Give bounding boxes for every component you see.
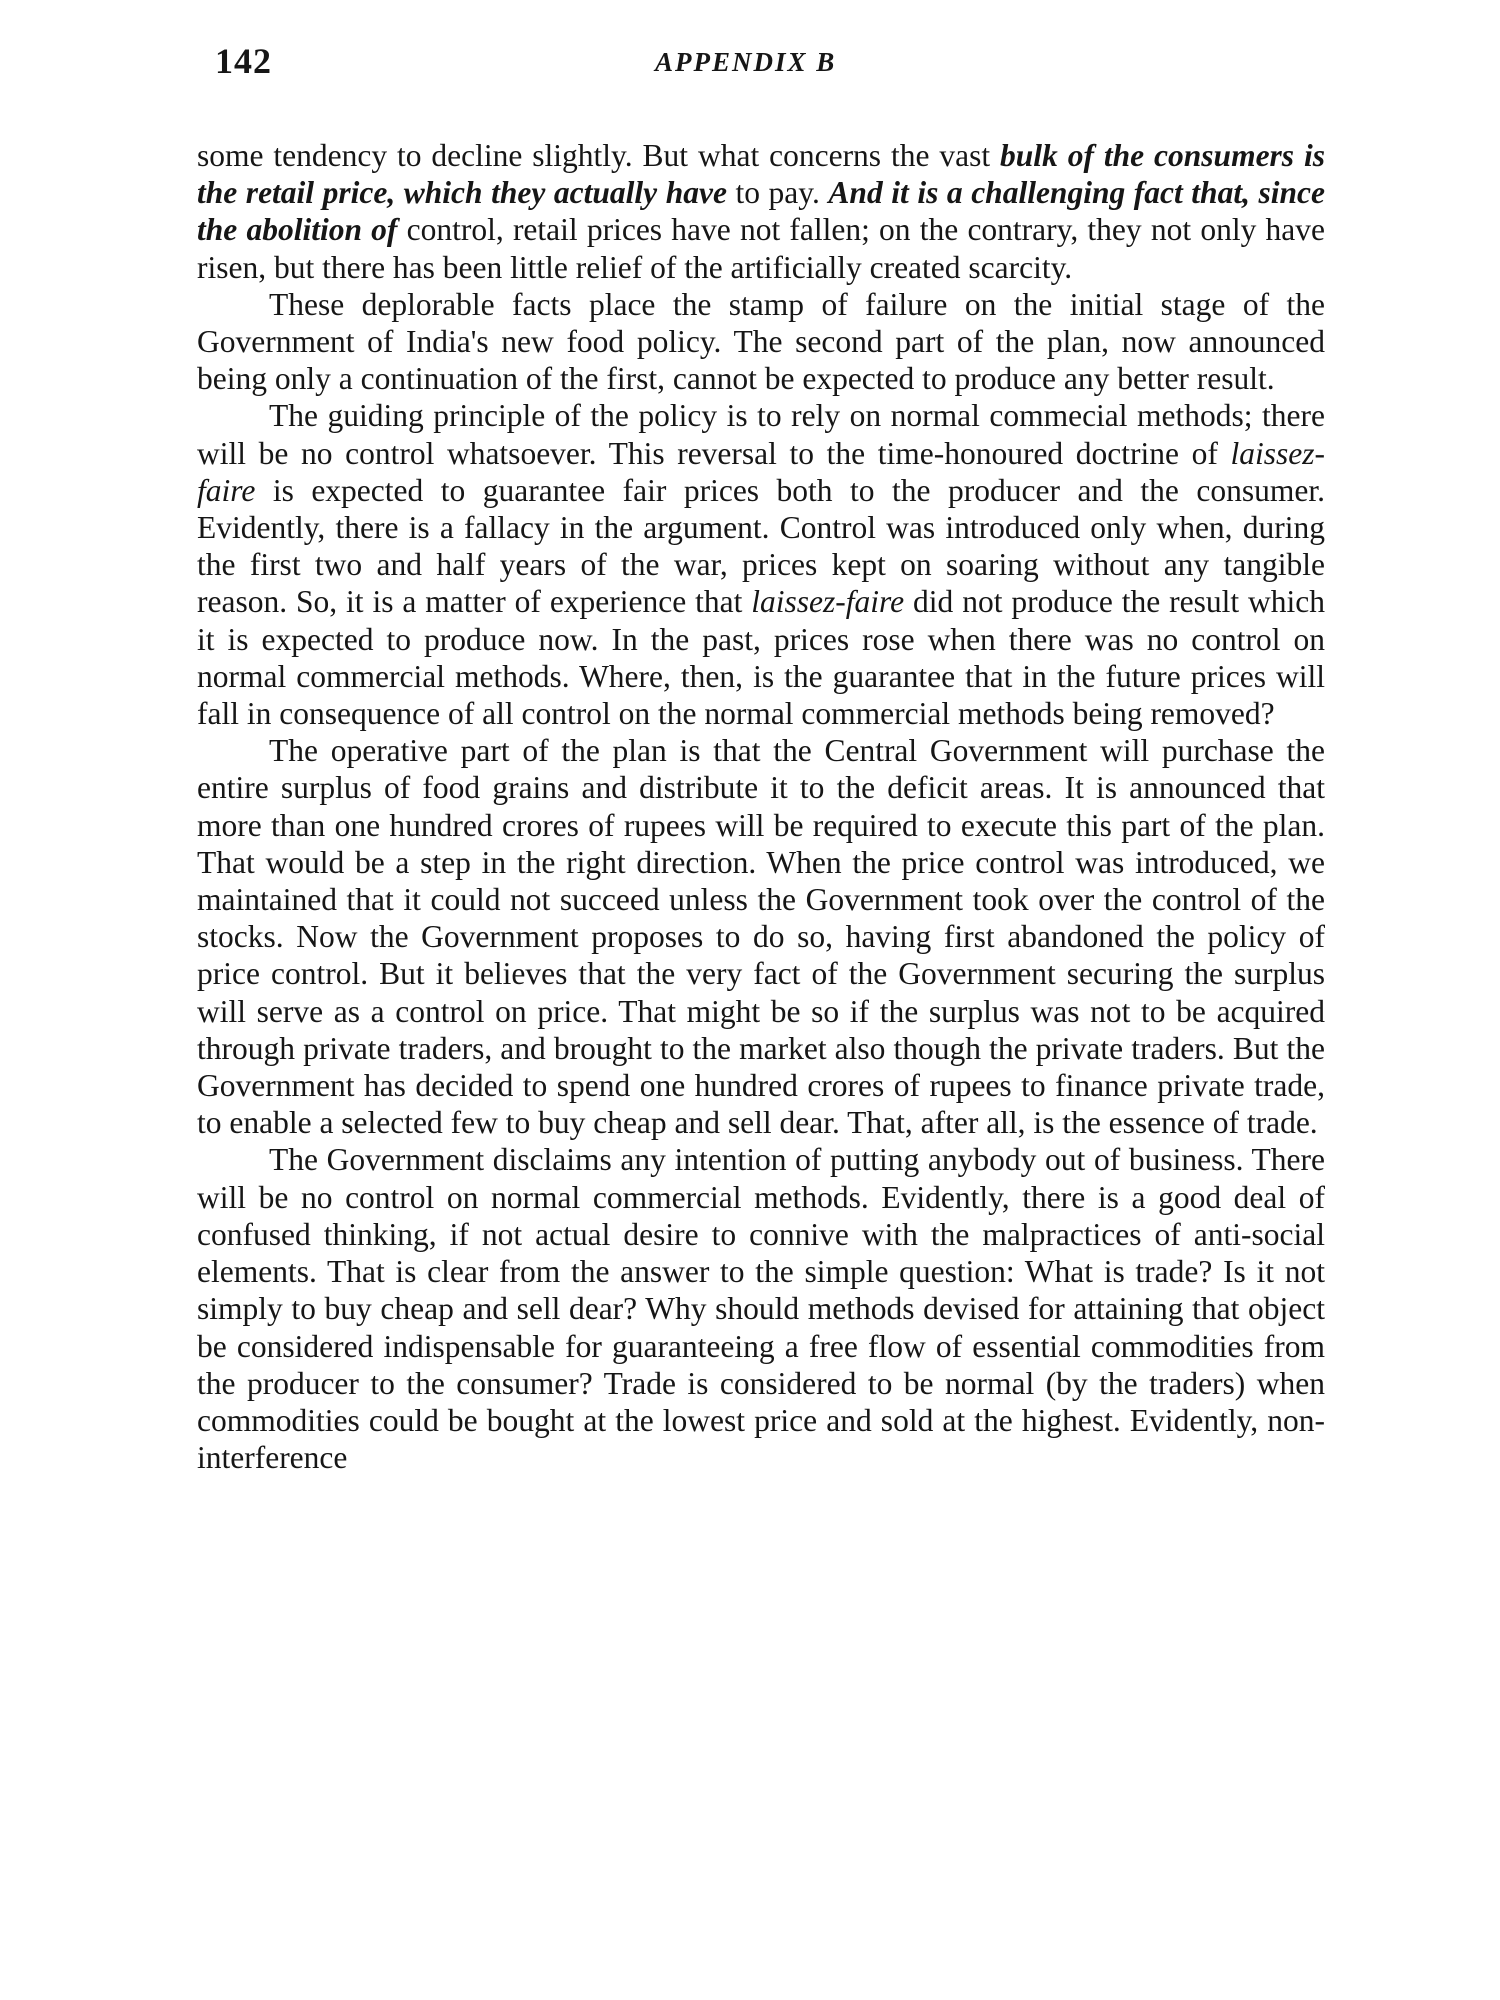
body-text [197, 137, 1325, 1476]
page-header [215, 40, 1315, 90]
page-number: 142 [215, 41, 272, 81]
paragraph-3-text-b: is expected to guarantee fair prices both to the producer and the consumer. Evidently, there is a fallacy in the argument. Control was introduced only when, during the first two and half years of the war, prices kept on soaring without any tangible reason. So, it is a matter of experience that [197, 472, 1325, 620]
paragraph-3 [197, 397, 1325, 732]
paragraph-4: The operative part of the plan is that the Central Government will purchase the entire surplus of food grains and distribute it to the deficit areas. It is announced that more than one hundred crores of rupees will be required to execute this part of the plan. That would be a step in the right direction. When the price control was introduced, we maintained that it could not succeed unless the Government took over the control of the stocks. Now the Government proposes to do so, having first abandoned the policy of price control. But it believes that the very fact of the Government securing the surplus will serve as a control on price. That might be so if the surplus was not to be acquired through private traders, and brought to the market also though the private traders. But the Government has decided to spend one hundred crores of rupees to finance private trade, to enable a selected few to buy cheap and sell dear. That, after all, is the essence of trade. [197, 733, 1325, 1141]
paragraph-1-emphasis-b: And it is a challenging fact that, since the abolition of [197, 175, 1326, 248]
running-head: APPENDIX B [655, 47, 837, 77]
paragraph-1-text-a: some tendency to decline slightly. But what concerns the vast [197, 138, 1001, 173]
paragraph-2: These deplorable facts place the stamp of failure on the initial stage of the Government of India's new food policy. The second part of the plan, now announced being only a continuation of the first, cannot be expected to produce any better result. [197, 286, 1325, 397]
paragraph-1 [197, 137, 1325, 286]
paragraph-3-term-a: laissez-faire [197, 435, 1325, 508]
paragraph-3-text-c: did not produce the result which it is expected to produce now. In the past, prices rose when there was no control on normal commercial methods. Where, then, is the guarantee that in the future prices will fall in consequence of all control on the normal commercial methods being removed? [197, 584, 1325, 732]
paragraph-3-text-a: The guiding principle of the policy is to rely on normal commecial methods; there will be no control whatsoever. This reversal to the time-honoured doctrine of [197, 398, 1325, 471]
paragraph-1-text-b: to pay. [726, 175, 829, 211]
paragraph-3-term-b: laissez-faire [751, 584, 905, 620]
paragraph-5: The Government disclaims any intention of putting anybody out of business. There will be no control on normal commercial methods. Evidently, there is a good deal of confused thinking, if not actual desire to connive with the malpractices of anti-social elements. That is clear from the answer to the simple question: What is trade? Is it not simply to buy cheap and sell dear? Why should methods devised for attaining that object be considered indispensable for guaranteeing a free flow of essential commodities from the producer to the consumer? Trade is considered to be normal (by the traders) when commodities could be bought at the lowest price and sold at the highest. Evidently, non-interference [197, 1142, 1325, 1476]
paragraph-1-emphasis-a: bulk of the consumers is the retail price, which they actually have [197, 138, 1325, 211]
paragraph-1-text-c: control, retail prices have not fallen; on the contrary, they not only have risen, but there has been little relief of the artificially created scarcity. [197, 212, 1325, 285]
